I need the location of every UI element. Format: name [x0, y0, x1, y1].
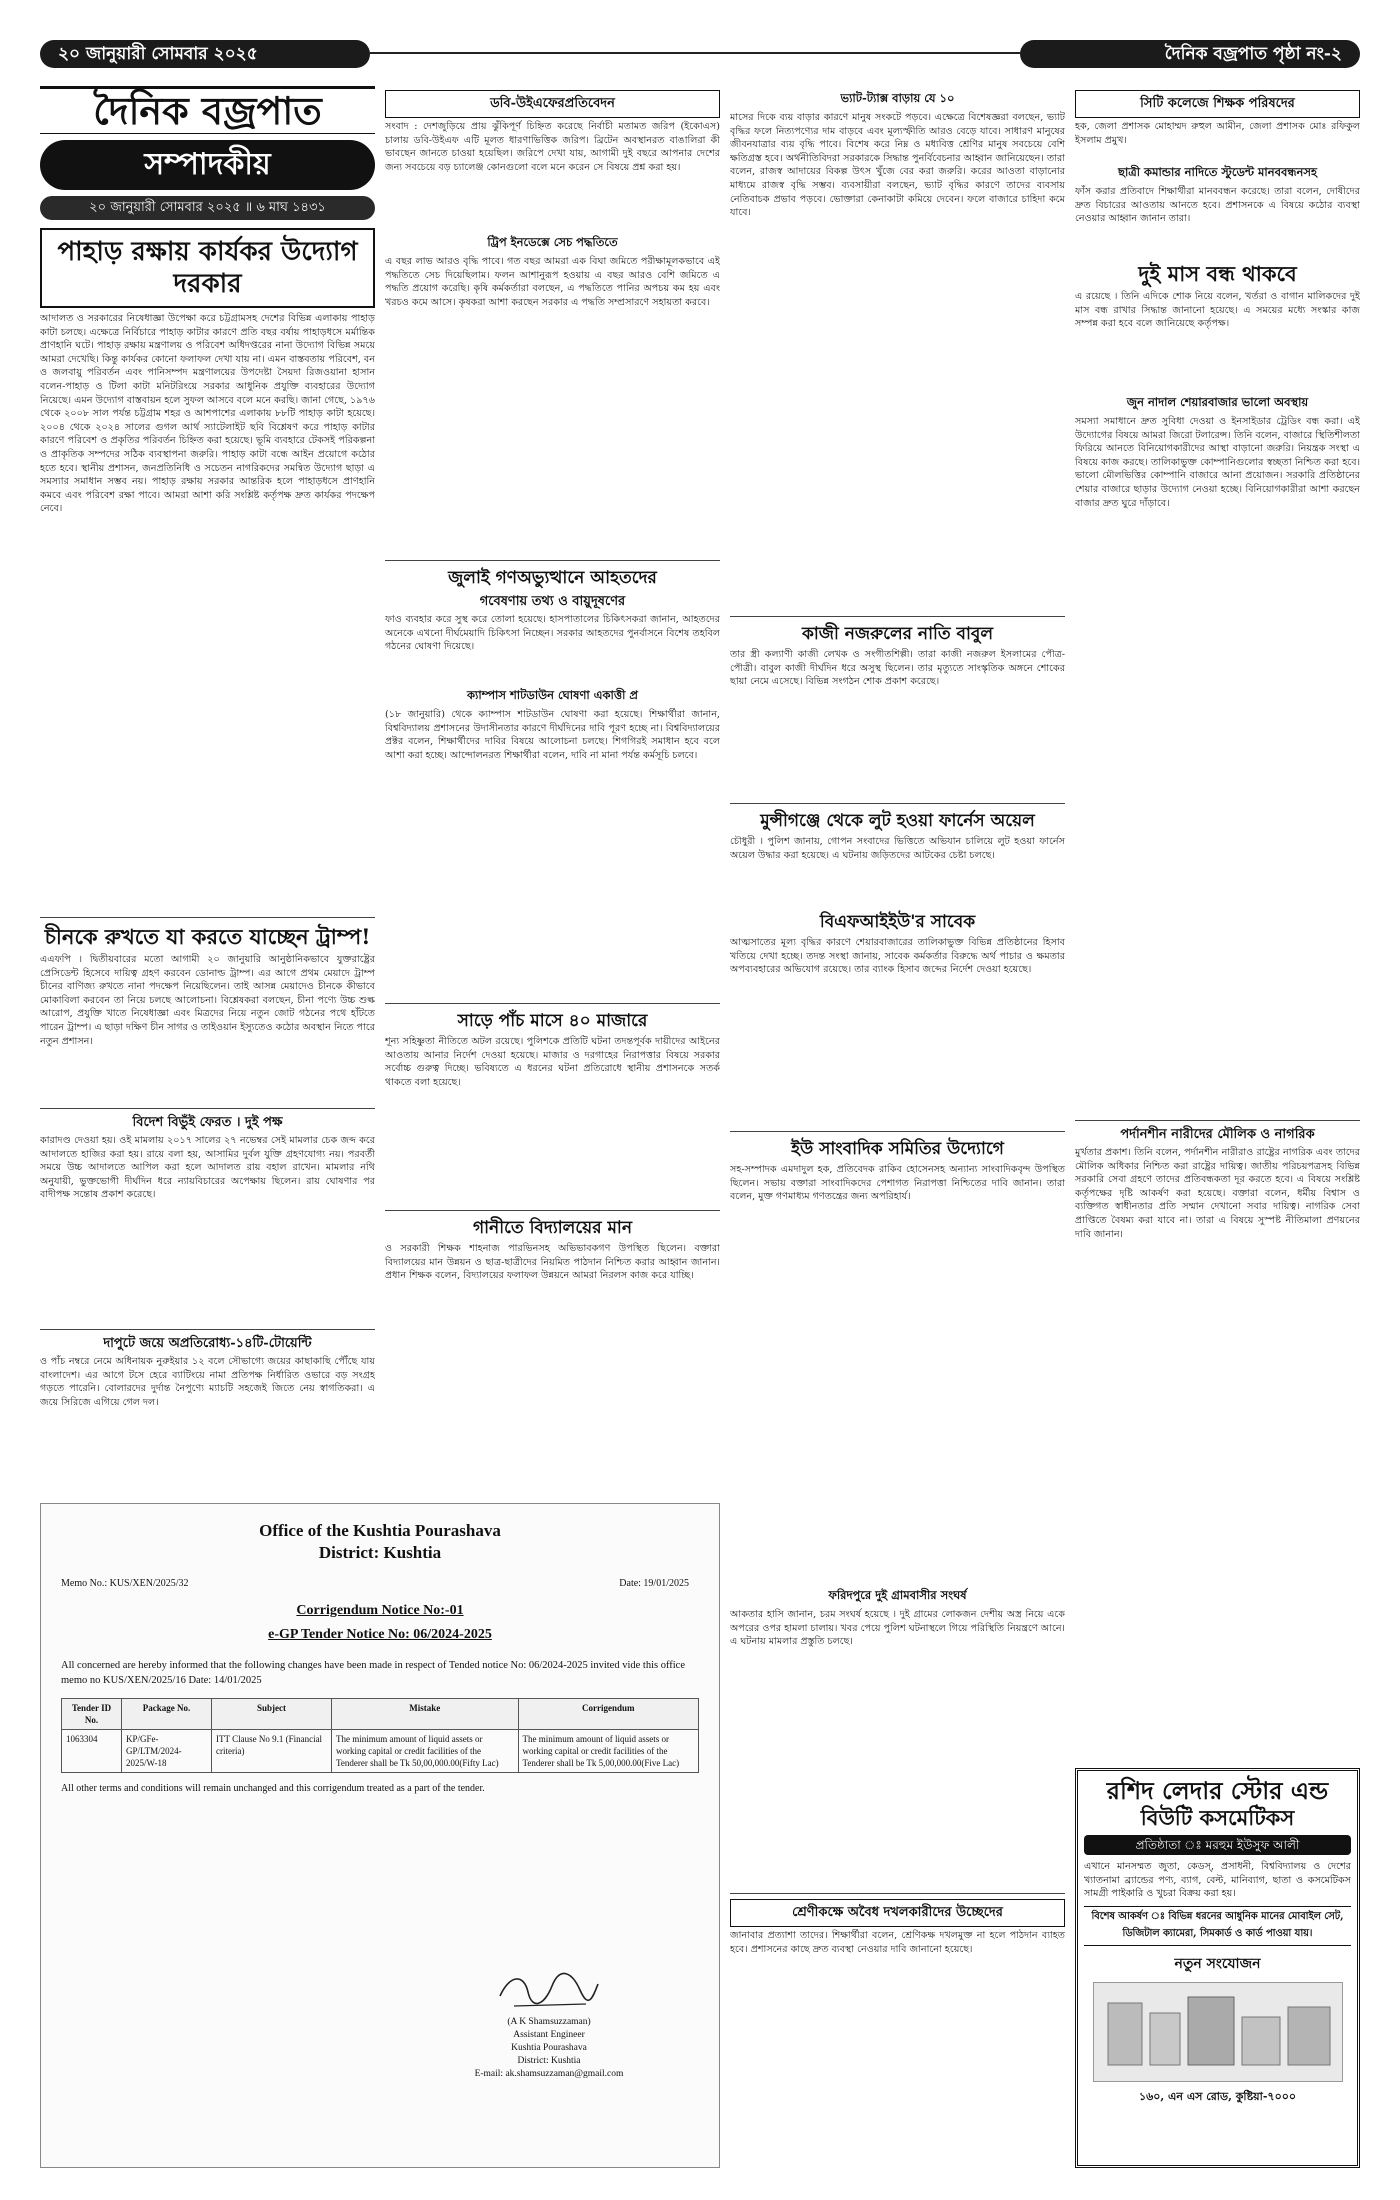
editorial-headline-box [40, 228, 375, 308]
divider [730, 803, 1065, 804]
table-cell: KP/GFe-GP/LTM/2024-2025/W-18 [122, 1730, 212, 1773]
ad-description: এখানে মানসম্মত জুতা, কেডস্‌, প্রসাধনী, বিশ্ববিদ্যালয় ও দেশের খ্যাতনামা ব্র্যান্ডের পণ্য, ব্যাগ, বেল্ট, মানিব্যাগ, ছাতা ও কসমেটিকস সামগ্রী পাইকারি ও খুচরা বিক্রয় করা হয়। [1084, 1861, 1351, 1899]
divider [730, 616, 1065, 617]
table-cell: The minimum amount of liquid assets or working capital or credit facilities of the Tenderer shall be Tk 50,00,000.00(Fifty Lac) [332, 1730, 519, 1773]
column-header: Package No. [122, 1699, 212, 1730]
ad-store-name: রশিদ লেদার স্টোর এন্ড [1106, 1776, 1329, 1805]
column-1 [40, 86, 375, 1496]
divider [40, 1108, 375, 1109]
ad-store-subname: বিউটি কসমেটিকস [1140, 1805, 1295, 1830]
school-body: ও সরকারী শিক্ষক শাহনাজ পারভিনসহ অভিভাবকগণ উপস্থিত ছিলেন। বক্তারা বিদ্যালয়ের মান উন্নয়ন ও ছাত্র-ছাত্রীদের নিয়মিত পাঠদান নিশ্চিত করার আহ্বান জানান। প্রধান শিক্ষক বলেন, বিদ্যালয়ের ফলাফল উন্নয়নে আমরা নিরলস কাজ করে যাচ্ছি। [385, 1243, 720, 1282]
tender-notice [40, 1503, 720, 2168]
page-header [40, 38, 1360, 72]
trump-body: এএফপি । দ্বিতীয়বারের মতো আগামী ২০ জানুয়ারি আনুষ্ঠানিকভাবে যুক্তরাষ্ট্রের প্রেসিডেন্ট হিসেবে দায়িত্ব গ্রহণ করবেন ডোনাল্ড ট্রাম্প। এর আগে প্রথম মেয়াদে ট্রাম্প চীনের বাণিজ্য রুখতে নানা পদক্ষেপ নিয়েছিলেন। তাই আসন্ন মেয়াদেও চীনকে কীভাবে মোকাবিলা করবেন তা নিয়ে চলছে আলোচনা। বিশ্লেষকরা বলছেন, চীনা পণ্যে উচ্চ শুল্ক আরোপ, প্রযুক্তি খাতে নিষেধাজ্ঞা এবং মিত্রদের নিয়ে নতুন জোট গঠনের পথে হাঁটতে পারেন ট্রাম্প। এ ছাড়া দক্ষিণ চীন সাগর ও তাইওয়ান ইস্যুতেও কঠোর অবস্থান নিতে পারে নতুন প্রশাসন। [40, 954, 375, 1047]
table-cell: ITT Clause No 9.1 (Financial criteria) [212, 1730, 332, 1773]
column-2 [385, 86, 720, 1496]
table-row [62, 1730, 699, 1773]
column-header: Subject [212, 1699, 332, 1730]
vat-kicker: ভ্যাট-ট্যাক্স বাড়ায় যে ১০ [840, 91, 955, 105]
ad-address: ১৬০, এন এস রোড, কুষ্টিয়া-৭০০০ [1138, 2089, 1297, 2103]
tender-office: Office of the Kushtia Pourashava [259, 1521, 501, 1540]
trump-headline: চীনকে রুখতে যা করতে যাচ্ছেন ট্রাম্প! [44, 924, 371, 949]
divider [385, 1210, 720, 1211]
signed-org: Kushtia Pourashava [511, 2043, 587, 2053]
divider [1075, 1120, 1360, 1121]
classroom-headline: শ্রেণীকক্ষে অবৈধ দখলকারীদের উচ্ছেদের [730, 1899, 1065, 1927]
header-rule [370, 52, 1020, 54]
july-body: ফাও ব্যবহার করে সুস্থ করে তোলা হয়েছে। হাসপাতালের চিকিৎসকরা জানান, আহতদের অনেকে এখনো দীর্ঘমেয়াদি চিকিৎসা নিচ্ছেন। সরকার আহতদের পুনর্বাসনে বিশেষ তহবিল গঠনের ঘোষণা দিয়েছে। [385, 614, 720, 653]
table-cell: 1063304 [62, 1730, 122, 1773]
kazi-body: তার স্ত্রী কল্যাণী কাজী লেখক ও সংগীতশিল্পী। তারা কাজী নজরুল ইসলামের পৌত্র-পৌত্রী। বাবুল কাজী দীর্ঘদিন ধরে অসুস্থ ছিলেন। তার মৃত্যুতে সাংস্কৃতিক অঙ্গনে শোকের ছায়া নেমে এসেছে। বিভিন্ন সংগঠন শোক প্রকাশ করেছে। [730, 649, 1065, 688]
irrigation-kicker: ট্রিপ ইনডেক্সে সেচ পদ্ধতিতে [487, 235, 618, 249]
corrigendum-title: Corrigendum Notice No:-01 [296, 1603, 464, 1618]
header-page-number: দৈনিক বজ্রপাত পৃষ্ঠা নং-২ [1020, 40, 1360, 68]
bride-body: কারাদণ্ড দেওয়া হয়। ওই মামলায় ২০১৭ সালের ২৭ নভেম্বর সেই মামলার চেক জব্দ করে আদালতে হাজির করা হয়। রায়ে বলা হয়, আসামির দুর্বল যুক্তি গ্রহণযোগ্য নয়। পরবর্তী সময়ে উচ্চ আদালতে আপিল করা হলে আদালত রায় বহাল রাখেন। মামলার নথি অনুযায়ী, ভুক্তভোগী দীর্ঘদিন ধরে ন্যায়বিচারের অপেক্ষায় ছিলেন। রায় ঘোষণার পর বাদীপক্ষ সন্তোষ প্রকাশ করেছে। [40, 1135, 375, 1201]
campus-kicker: ক্যাম্পাস শাটডাউন ঘোষণা একাত্তী প্র [467, 688, 638, 702]
divider [40, 917, 375, 918]
school-headline: গানীতে বিদ্যালয়ের মান [472, 1218, 632, 1238]
faridpur-kicker: ফরিদপুরে দুই গ্রামবাসীর সংঘর্ষ [828, 1588, 967, 1602]
survey-headline: ডবি-উইএফেরপ্রতিবেদন [385, 90, 720, 118]
divider [40, 1329, 375, 1330]
editorial-banner: সম্পাদকীয় [40, 140, 375, 190]
cricket-headline: দাপুটে জয়ে অপ্রতিরোধ্য-১৪টি-টোয়েন্টি [103, 1336, 312, 1351]
divider [385, 1003, 720, 1004]
tender-memo-row [61, 1574, 699, 1596]
irrigation-body: এ বছর লাভ আরও বৃদ্ধি পাবে। গত বছর আমরা এক বিঘা জমিতে পরীক্ষামূলকভাবে এই পদ্ধতিতে সেচ দিয়েছিলাম। ফলন আশানুরূপ হওয়ায় এ বছর আরও বেশি জমিতে এ পদ্ধতি প্রয়োগ করেছি। কৃষি কর্মকর্তারা বলছেন, এ পদ্ধতিতে পানির অপচয় কম হয় এবং খরচও কমে আসে। কৃষকরা আশা করছেন সরকার এ পদ্ধতি সম্প্রসারণে সহায়তা করবে। [385, 256, 720, 308]
column-header: Mistake [332, 1699, 519, 1730]
editorial-headline: পাহাড় রক্ষায় কার্যকর উদ্যোগ দরকার [57, 237, 358, 299]
july-kicker: গবেষণায় তথ্য ও বায়ুদূষণের [479, 594, 626, 609]
share-market-body: সমস্যা সমাধানে দ্রুত সুবিধা দেওয়া ও ইনসাইডার ট্রেডিং বন্ধ করা। এই উদ্যোগের বিষয়ে আমরা জিরো টলারেন্স। তিনি বলেন, বাজারে স্থিতিশীলতা ফিরিয়ে আনতে বিনিয়োগকারীদের আস্থা বাড়ানো জরুরি। নিয়ন্ত্রক সংস্থা এ বিষয়ে কাজ করছে। তালিকাভুক্ত কোম্পানিগুলোর স্বচ্ছতা নিশ্চিত করা হবে। ভালো মৌলভিত্তির কোম্পানি বাজারে আনা প্রয়োজন। সরকারি প্রতিষ্ঠানের শেয়ার বাজারে ছাড়ার উদ্যোগ নেওয়া হচ্ছে। বিনিয়োগকারীরা আশা করছেন বাজার দ্রুত ঘুরে দাঁড়াবে। [1075, 416, 1360, 509]
city-college-headline: সিটি কলেজে শিক্ষক পরিষদের [1075, 90, 1360, 118]
market-headline: দুই মাস বন্ধ থাকবে [1138, 261, 1297, 286]
classroom-body: জানাবার প্রত্যাশা তাদের। শিক্ষার্থীরা বলেন, শ্রেণিকক্ষ দখলমুক্ত না হলে পাঠদান ব্যাহত হবে। প্রশাসনের কাছে দ্রুত ব্যবস্থা নেওয়ার দাবি জানানো হয়েছে। [730, 1930, 1065, 1955]
signature-block [439, 1964, 659, 2081]
survey-body: সংবাদ : দেশজুড়িয়ে প্রায় ঝুঁকিপূর্ণ চিহ্নিত করেছে নির্বাচী মতামত জরিপ (ইকোএস) চালায় ডবি-উইএফ এটি মূলত ধারণাভিত্তিক জরিপ। ব্রিটেন অবস্থানরত বাঙালিরা কী ভাবছেন জানতে চাওয়া হয়েছিল। জরিপে দেখা যায়, আগামী দুই বছরে আপনার দেশের জন্য সবচেয়ে বড় চ্যালেঞ্জ কোনগুলো বলে মনে করেন সে বিষয়ে প্রশ্ন করা হয়। [385, 121, 720, 173]
bride-headline: বিদেশ বিভুঁই ফেরত । দুই পক্ষ [132, 1115, 283, 1130]
bfiu-body: আত্মসাতের মূল্য বৃদ্ধির কারণে শেয়ারবাজারের তালিকাভুক্ত বিভিন্ন প্রতিষ্ঠানের হিসাব খতিয়ে দেখা হচ্ছে। তদন্ত সংস্থা জানায়, সাবেক কর্মকর্তার বিরুদ্ধে অর্থ পাচার ও ক্ষমতার অপব্যবহারের অভিযোগ রয়েছে। তার ব্যাংক হিসাব জব্দের নির্দেশ দেওয়া হয়েছে। [730, 937, 1065, 976]
tender-district: District: Kushtia [318, 1543, 442, 1562]
tender-memo: Memo No.: KUS/XEN/2025/32 [61, 1578, 189, 1589]
signed-email: E-mail: ak.shamsuzzaman@gmail.com [474, 2069, 624, 2079]
share-market-kicker: জুন নাদাল শেয়ারবাজার ভালো অবস্থায় [1126, 395, 1309, 409]
press-body: সহ-সম্পাদক এমদাদুল হক, প্রতিবেদক রাকিব হোসেনসহ অন্যান্য সাংবাদিকবৃন্দ উপস্থিত ছিলেন। সভায় বক্তারা সাংবাদিকদের পেশাগত নিরাপত্তা নিশ্চিতের দাবি জানান। তারা বলেন, মুক্ত গণমাধ্যম গণতন্ত্রের জন্য অপরিহার্য। [730, 1164, 1065, 1203]
women-rights-headline: পর্দানশীন নারীদের মৌলিক ও নাগরিক [1120, 1127, 1315, 1142]
munshiganj-headline: মুন্সীগঞ্জে থেকে লুট হওয়া ফার্নেস অয়েল [760, 811, 1035, 831]
vat-body: মাসের দিকে ব্যয় বাড়ার কারণে মানুষ সংকটে পড়বে। এক্ষেত্রে বিশেষজ্ঞরা বলছেন, ভ্যাট বৃদ্ধির ফলে নিত্যপণ্যের দাম বাড়বে এবং মূল্যস্ফীতি আরও বেড়ে যাবে। সাধারণ মানুষের জীবনযাত্রার ব্যয় বৃদ্ধি পাবে। বিশেষ করে নিম্ন ও মধ্যবিত্ত শ্রেণির মানুষ সবচেয়ে বেশি ক্ষতিগ্রস্ত হবে। অর্থনীতিবিদরা সরকারকে সিদ্ধান্ত পুনর্বিবেচনার আহ্বান জানিয়েছেন। তারা বলেন, রাজস্ব আদায়ের বিকল্প উৎস খুঁজে বের করা জরুরি। করের আওতা বাড়ানোর মাধ্যমে রাজস্ব বৃদ্ধি সম্ভব। ব্যবসায়ীরা বলছেন, ভ্যাট বৃদ্ধির কারণে তাদের ব্যবসায় নেতিবাচক প্রভাব পড়বে। ভোক্তারা কেনাকাটা কমিয়ে দেবেন। ফলে বাজারে চাহিদা কমে যাবে। [730, 112, 1065, 219]
paper-name: দৈনিক বজ্রপাত [40, 86, 375, 134]
ad-founder: প্রতিষ্ঠাতা ঃ মরহুম ইউসুফ আলী [1084, 1835, 1351, 1855]
ad-special-note: বিশেষ আকর্ষণ ঃ বিভিন্ন ধরনের আধুনিক মানের মোবাইল সেট, ডিজিটাল ক্যামেরা, সিমকার্ড ও কার্ড পাওয়া যায়। [1084, 1906, 1351, 1946]
ad-new-label: নতুন সংযোজন [1174, 1955, 1261, 1972]
editorial-body: আদালত ও সরকারের নিষেধাজ্ঞা উপেক্ষা করে চট্টগ্রামসহ দেশের বিভিন্ন এলাকায় পাহাড় কাটা চলছে। এক্ষেত্রে নির্বিচারে পাহাড় কাটার কারণে প্রতি বছর বর্ষায় পাহাড়ধসে মর্মান্তিক প্রাণহানি ঘটে। পাহাড় রক্ষায় মন্ত্রণালয় ও পরিবেশ অধিদপ্তরের নানা উদ্যোগ বিভিন্ন সময়ে আমরা দেখেছি। কিন্তু কার্যকর কোনো ফলাফল দেখা যায় না। এমন বাস্তবতায় পরিবেশ, বন ও জলবায়ু পরিবর্তন এবং পানিসম্পদ মন্ত্রণালয়ের উপদেষ্টা সৈয়দা রিজওয়ানা হাসান বলেন-পাহাড় ও টিলা কাটা মনিটরিংয়ে সরকার আধুনিক প্রযুক্তি ব্যবহারের উদ্যোগ নিয়েছে। এমন উদ্যোগ বাস্তবায়ন হলে সুফল আসবে বলে মনে করছি। জানা গেছে, ১৯৭৬ থেকে ২০০৮ সাল পর্যন্ত চট্টগ্রাম শহর ও আশপাশের এলাকায় ৮৮টি পাহাড় কাটা হয়েছে। ২০০৪ থেকে ২০২৪ সালের গুগল আর্থ স্যাটেলাইট ছবি বিশ্লেষণ করে পাহাড় কাটার কারণে পরিবেশ ও প্রকৃতির পরিবর্তন চিহ্নিত করা হয়েছে। ভূমি ব্যবহারে টেকসই পরিকল্পনা ও প্রাকৃতিক সম্পদের সঠিক ব্যবস্থাপনা জরুরি। পাহাড় কাটা বন্ধে আইন প্রয়োগে কঠোর হতে হবে। স্থানীয় প্রশাসন, জনপ্রতিনিধি ও সচেতন নাগরিকদের সমন্বিত উদ্যোগ ছাড়া এ সমস্যার সমাধান সম্ভব নয়। পাহাড় রক্ষায় সরকার আন্তরিক হলে পাহাড়ধসে প্রাণহানি কমবে এবং পরিবেশ রক্ষা পাবে। আমরা আশা করি সংশ্লিষ্ট কর্তৃপক্ষ দ্রুত কার্যকর পদক্ষেপ নেবে। [40, 313, 375, 515]
ad-product-photo [1093, 1982, 1343, 2082]
divider [730, 1131, 1065, 1132]
market-body: এ রয়েছে । তিনি এদিকে শোক নিয়ে বলেন, খর্তরা ও বাগান মালিকদের দুই মাস বন্ধ রাখার সিদ্ধান্ত জানানো হয়েছে। এ সময়ের মধ্যে সংস্কার কাজ সম্পন্ন করা হবে বলে জানিয়েছে কর্তৃপক্ষ। [1075, 291, 1360, 330]
divider [730, 1893, 1065, 1894]
corrigendum-table [61, 1698, 699, 1773]
city-college-body: হক, জেলা প্রশাসক মোহাম্মদ রুহুল আমীন, জেলা প্রশাসক মোঃ রফিকুল ইসলাম প্রমুখ। [1075, 121, 1360, 146]
signed-title: Assistant Engineer [513, 2030, 585, 2040]
faridpur-body: আকতার হাসি জানান, চরম সংঘর্ষ হয়েছে । দুই গ্রামের লোকজন দেশীয় অস্ত্র নিয়ে একে অপরের ওপর হামলা চালায়। খবর পেয়ে পুলিশ ঘটনাস্থলে গিয়ে পরিস্থিতি নিয়ন্ত্রণে আনে। এ ঘটনায় মামলার প্রস্তুতি চলছে। [730, 1609, 1065, 1648]
mazar-body: শূন্য সহিষ্ণুতা নীতিতে অটল রয়েছে। পুলিশকে প্রতিটি ঘটনা তদন্তপূর্বক দায়ীদের আইনের আওতায় আনার নির্দেশ দেওয়া হয়েছে। মাজার ও দরগাহের নিরাপত্তার বিষয়ে সরকার সর্বোচ্চ গুরুত্ব দিচ্ছে। ভবিষ্যতে এ ধরনের ঘটনা প্রতিরোধে স্থানীয় প্রশাসনকে সতর্ক থাকতে বলা হয়েছে। [385, 1036, 720, 1088]
column-3 [730, 86, 1065, 2168]
press-headline: ইউ সাংবাদিক সমিতির উদ্যোগে [791, 1139, 1004, 1159]
signed-district: District: Kushtia [517, 2056, 581, 2066]
table-cell: The minimum amount of liquid assets or working capital or credit facilities of the Tenderer shall be Tk 5,00,000.00(Five Lac) [518, 1730, 699, 1773]
bfiu-headline: বিএফআইইউ'র সাবেক [819, 912, 976, 932]
divider [385, 560, 720, 561]
table-header-row [62, 1699, 699, 1730]
tender-intro: All concerned are hereby informed that the following changes have been made in respect of Tended notice No: 06/2024-2025 invited vide this office memo no KUS/XEN/2025/16 Date: 14/01/2025 [61, 1660, 686, 1686]
cricket-body: ও পাঁচ নম্বরে নেমে অধিনায়ক নুরুইয়ার ১২ বলে সৌভাগ্যে জয়ের কাছাকাছি পৌঁছে যায় বাংলাদেশ। এর আগে টসে হেরে ব্যাটিংয়ে নামা প্রতিপক্ষ নির্ধারিত ওভারে বড় সংগ্রহ গড়তে পারেনি। বোলারদের দুর্দান্ত নৈপুণ্যে ম্যাচটি সহজেই জিতে নেয় স্বাগতিকরা। এ জয়ে সিরিজে এগিয়ে গেল দল। [40, 1356, 375, 1408]
column-header: Tender ID No. [62, 1699, 122, 1730]
city-college-body-2: ফাঁস করার প্রতিবাদে শিক্ষার্থীরা মানববন্ধন করেছে। তারা বলেন, দোষীদের দ্রুত বিচারের আওতায় আনতে হবে। প্রশাসনকে এ বিষয়ে কঠোর ব্যবস্থা নেওয়ার আহ্বান জানান তারা। [1075, 186, 1360, 225]
mazar-headline: সাড়ে পাঁচ মাসে ৪০ মাজারে [457, 1011, 648, 1031]
city-college-kicker: ছাত্রী কমান্ডার নাদিতে স্টুডেন্ট মানববন্ধনসহ [1117, 165, 1317, 179]
signed-name: (A K Shamsuzzaman) [507, 2017, 591, 2027]
newspaper-page [40, 38, 1360, 2168]
women-rights-body: মুর্খতার প্রকাশ। তিনি বলেন, পর্দানশীন নারীরাও রাষ্ট্রের নাগরিক এবং তাদের মৌলিক অধিকার নিশ্চিত করা রাষ্ট্রের দায়িত্ব। জাতীয় পরিচয়পত্রসহ বিভিন্ন সরকারি সেবা গ্রহণে তাদের প্রতিবন্ধকতা দূর করতে হবে। এ বিষয়ে সংশ্লিষ্ট কর্তৃপক্ষের দৃষ্টি আকর্ষণ করা হয়েছে। বক্তারা বলেন, ধর্মীয় বিশ্বাস ও ব্যক্তিগত স্বাধীনতার প্রতি সম্মান দেখানো সবার দায়িত্ব। নাগরিক সেবা প্রাপ্তিতে বৈষম্য করা যাবে না। তারা এ বিষয়ে সুস্পষ্ট নীতিমালা প্রণয়নের দাবি জানান। [1075, 1147, 1360, 1240]
tender-date: Date: 19/01/2025 [619, 1578, 689, 1589]
column-4 [1075, 86, 1360, 1756]
campus-body: (১৮ জানুয়ারি) থেকে ক্যাম্পাস শাটডাউন ঘোষণা করা হয়েছে। শিক্ষার্থীরা জানান, বিশ্ববিদ্যালয় প্রশাসনের উদাসীনতার কারণে দীর্ঘদিনের দাবি পূরণ হচ্ছে না। বিশ্ববিদ্যালয়ের প্রক্টর বলেন, শিক্ষার্থীদের দাবির বিষয়ে আলোচনা চলছে। শিগগিরই সমাধান হবে বলে আশা করা হচ্ছে। আন্দোলনরত শিক্ষার্থীরা বলেন, দাবি না মানা পর্যন্ত কর্মসূচি চলবে। [385, 709, 720, 761]
column-header: Corrigendum [518, 1699, 699, 1730]
munshiganj-body: চৌধুরী । পুলিশ জানায়, গোপন সংবাদের ভিত্তিতে অভিযান চালিয়ে লুট হওয়া ফার্নেস অয়েল উদ্ধার করা হয়েছে। এ ঘটনায় জড়িতদের আটকের চেষ্টা চলছে। [730, 836, 1065, 861]
kazi-headline: কাজী নজরুলের নাতি বাবুল [801, 624, 994, 644]
header-date: ২০ জানুয়ারী সোমবার ২০২৫ [40, 40, 370, 68]
signature-image [439, 1964, 659, 2016]
egp-title: e-GP Tender Notice No: 06/2024-2025 [268, 1627, 492, 1642]
advertisement [1075, 1768, 1360, 2168]
july-headline: জুলাই গণঅভ্যুত্থানে আহতদের [448, 568, 657, 588]
tender-tail: All other terms and conditions will remain unchanged and this corrigendum treated as a part of the tender. [61, 1783, 485, 1794]
editorial-dateline: ২০ জানুয়ারী সোমবার ২০২৫ ॥ ৬ মাঘ ১৪৩১ [40, 196, 375, 220]
